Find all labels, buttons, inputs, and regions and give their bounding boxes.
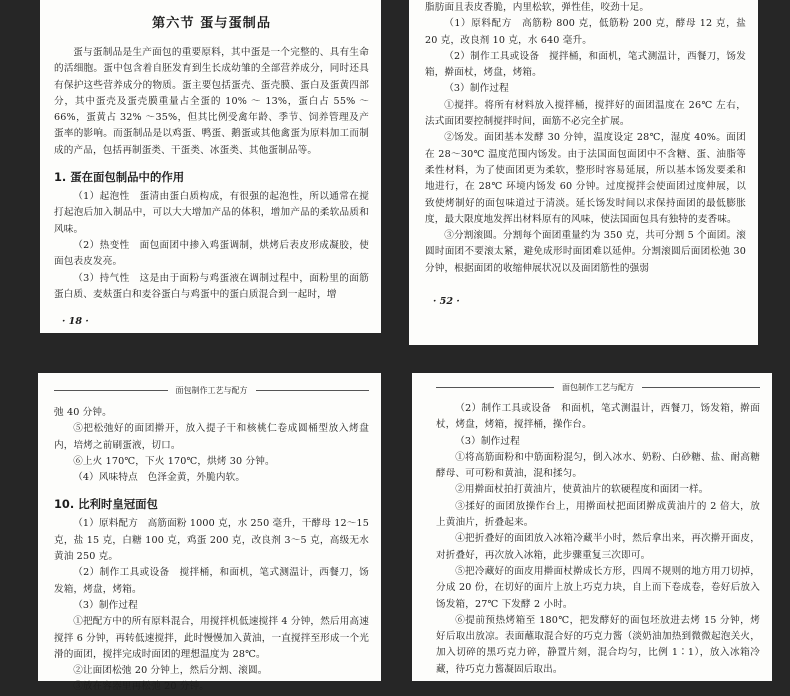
paragraph: ③放在容器里再松弛 20 分钟。 [73,681,210,693]
header-rule [436,387,554,388]
paragraph: （2）制作工具或设备 和面机，笔式测温计，西餐刀，饧发箱，擀面杖，烤盘，烤箱，搅拌桶，操作台。 [436,403,760,431]
book-page-18 [40,0,381,333]
paragraph: （3）制作过程 [444,83,509,95]
book-page-bottom-right [412,373,772,681]
page-number: · 52 · [433,296,460,307]
running-head [436,382,760,393]
paragraph: ①把配方中的所有原料混合，用搅拌机低速搅拌 4 分钟，然后用高速搅拌 6 分钟，再转低速搅拌，此时慢慢加入黄油，一直搅拌至形成一个光滑的面团，搅拌完成时面团的理想温度为 28℃。 [54,616,369,660]
paragraph: （1）原料配方 高筋面粉 1000 克，水 250 毫升，干酵母 12～15 克，盐 15 克，白糖 100 克，鸡蛋 200 克，改良剂 3～5 克，高级无水黄油 250 克。 [54,518,369,563]
paragraph: ⑤把松弛好的面团擀开，放入提子干和核桃仁卷成圆桶型放入烤盘内，培烤之前刷蛋液，切口。 [54,423,369,451]
paragraph: ④把折叠好的面团放入冰箱冷藏半小时，然后拿出来，再次擀开面皮，对折叠好，再次放入冰箱，此步骤重复三次即可。 [436,533,760,561]
header-rule [642,387,760,388]
header-rule [54,390,168,391]
running-head-title: 面包制作工艺与配方 [562,383,634,392]
paragraph: ⑤把冷藏好的面皮用擀面杖擀成长方形，四周不规则的地方用刀切掉，分成 20 份，在切好的面片上放上巧克力块，自上而下卷成卷，卷好后放入饧发箱，27℃ 下发酵 2 小时。 [436,565,760,610]
paragraph: （3）制作过程 [73,599,138,611]
paragraph: （3）制作过程 [455,435,520,447]
paragraph: ⑥提前预热烤箱至 180℃，把发酵好的面包坯放进去烤 15 分钟，烤好后取出放凉。表面蘸取混合好的巧克力酱（淡奶油加热到微微起泡关火，加入切碎的黑巧克力碎，静置片刻，混合均匀，比例 1∶1），放入冰箱冷藏，待巧克力酱凝固后取出。 [436,614,760,675]
paragraph: （2）制作工具或设备 搅拌桶，和面机，笔式测温计，西餐刀，饧发箱，烤盘，烤箱。 [54,567,369,595]
section-heading: 10. 比利时皇冠面包 [54,497,158,512]
paragraph: ①将高筋面粉和中筋面粉混匀，倒入冰水、奶粉、白砂糖、盐、耐高糖酵母、可可粉和黄油，混和揉匀。 [436,451,760,480]
paragraph: 弛 40 分钟。 [54,407,112,418]
paragraph: ③揉好的面团放操作台上，用擀面杖把面团擀成黄油片的 2 倍大，放上黄油片，折叠起来。 [436,500,760,529]
book-page-52 [409,0,758,345]
paragraph: （1）起泡性 蛋清由蛋白质构成，有很强的起泡性，所以通常在搅打起泡后加入制品中，可以大大增加产品的体积，增加产品的柔软品质和风味。 [54,191,369,235]
section-heading: 1. 蛋在面包制品中的作用 [54,170,185,185]
paragraph: （3）持气性 这是由于面粉与鸡蛋液在调制过程中，面粉里的面筋蛋白质、麦麸蛋白和麦谷蛋白与鸡蛋中的蛋白质混合到一起时，增 [54,272,369,300]
paragraph: ①搅拌。将所有材料放入搅拌桶，搅拌好的面团温度在 26℃ 左右，法式面团要控制搅拌时间，面筋不必完全扩展。 [425,99,746,128]
paragraph: （2）制作工具或设备 搅拌桶，和面机，笔式测温计，西餐刀，饧发箱，擀面杖，烤盘，烤箱。 [425,50,746,79]
header-rule [256,390,370,391]
paragraph: （4）风味特点 色泽金黄，外脆内软。 [73,472,246,484]
paragraph: （1）原料配方 高筋粉 800 克，低筋粉 200 克，酵母 12 克，盐 20 克，改良剂 10 克，水 640 毫升。 [425,18,746,46]
chapter-title: 第六节 蛋与蛋制品 [151,16,272,31]
intro-paragraph: 蛋与蛋制品是生产面包的重要原料，其中蛋是一个完整的、具有生命的活细胞。蛋中包含着自胚发育到生长成幼雏的全部营养成分，同时还具有保护这些营养成分的物质。蛋主要包括蛋壳、蛋壳膜、蛋白及蛋黄四部分，其中蛋壳及蛋壳膜重量占全蛋的 10% ～ 13%，蛋白占 55% ～66%，蛋黄占 32% ～35%，但其比例受禽年龄、季节、饲养管理及产蛋率的影响。而蛋制品是以鸡蛋、鸭蛋、鹅蛋或其他禽蛋为原料加工而制成的产品，包括再制蛋类、干蛋类、冰蛋类、其他蛋制品等。 [54,47,369,156]
paragraph: ③分割滚圆。分割每个面团重量约为 350 克，共可分割 5 个面团。滚圆时面团不要滚太紧，避免成形时面团难以延伸。分割滚圆后面团松弛 30 分钟，根据面团的收缩伸展状况以及面团筋性的强弱 [425,230,746,274]
paragraph: ②用擀面杖拍打黄油片，使黄油片的软硬程度和面团一样。 [455,484,709,496]
paragraph: （2）热变性 面包面团中掺入鸡蛋调制，烘烤后表皮形成凝胶，使面包表皮发亮。 [54,239,369,268]
paragraph: 脂肪面且表皮香脆，内里松软，弹性佳，咬劲十足。 [425,2,650,13]
running-head-title: 面包制作工艺与配方 [175,386,248,395]
paragraph: ②饧发。面团基本发酵 30 分钟，温度设定 28℃，湿度 40%。面团在 28～30℃ 温度范围内饧发。由于法国面包面团中不含糖、蛋、油脂等柔性材料，为了使面团更为柔软，整形时容易延展，所以基本饧发要柔和地进行，在 28℃ 环境内饧发 60 分钟。过度搅拌会使面团过度伸展，以致使烤制好的面包味道过于清淡。延长饧发时间以求保持面团的最低膨胀度，最大限度地发挥出材料原有的风味，使法国面包具有独特的麦香味。 [425,132,746,225]
paragraph: ⑥上火 170℃，下火 170℃，烘烤 30 分钟。 [73,455,275,467]
paragraph: ②让面团松弛 20 分钟上，然后分割、滚圆。 [73,665,268,677]
book-page-bottom-left [38,373,381,693]
running-head [54,385,369,396]
page-number: · 18 · [62,316,89,327]
